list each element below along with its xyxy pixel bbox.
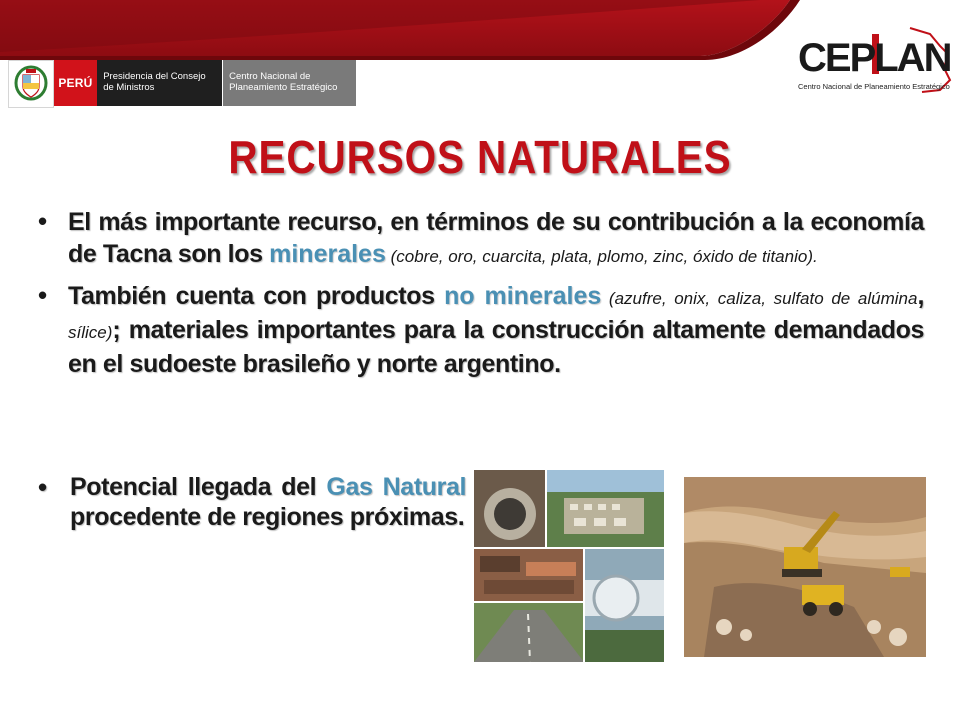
bullet-non-minerals [38, 280, 924, 380]
ceplan-tagline: Centro Nacional de Planeamiento Estratégico [798, 82, 950, 91]
bullet-non-minerals-separator: , [917, 282, 924, 310]
bullet-non-minerals-lead: También cuenta con productos [68, 282, 445, 310]
bullet-dot: • [38, 280, 48, 310]
bullet-natural-gas-highlight: Gas Natural [326, 473, 466, 501]
bullet-non-minerals-note2: sílice) [68, 323, 113, 342]
planning-center-label: Centro Nacional de Planeamiento Estratégico [223, 60, 356, 106]
ceplan-logo [790, 24, 954, 100]
peru-coat-of-arms-icon [8, 60, 54, 108]
bullet-dot: • [38, 472, 47, 502]
ceplan-wordmark: CEPLAN [798, 36, 951, 80]
mining-pit-photo [684, 477, 926, 657]
peru-label: PERÚ [54, 60, 98, 106]
presidency-label: Presidencia del Consejo de Ministros [97, 60, 222, 106]
bullet-minerals-lead: El más importante recurso, en términos de su contribución a la economía de Tacna son los [68, 208, 924, 268]
bullet-minerals [38, 206, 924, 272]
header-banner [0, 0, 960, 118]
bullet-dot: • [38, 206, 48, 236]
bullet-non-minerals-highlight: no minerales [444, 282, 602, 310]
bullet-list [38, 206, 924, 388]
gas-infrastructure-photo-collage [474, 470, 664, 662]
bullet-natural-gas-tail: procedente de regiones próximas. [70, 503, 465, 531]
bullet-minerals-note: (cobre, oro, cuarcita, plata, plomo, zinc, óxido de titanio). [385, 247, 818, 266]
bullet-natural-gas-lead: Potencial llegada del [70, 473, 327, 501]
bullet-non-minerals-tail: ; materiales importantes para la construcción altamente demandados en el sudoeste brasileño y norte argentino. [68, 316, 924, 378]
government-logo-block [8, 60, 356, 106]
bullet-natural-gas [38, 472, 466, 532]
bullet-non-minerals-note: (azufre, onix, caliza, sulfato de alúmina [601, 289, 918, 308]
bullet-minerals-highlight: minerales [269, 240, 386, 268]
page-title: RECURSOS NATURALES [228, 131, 732, 183]
